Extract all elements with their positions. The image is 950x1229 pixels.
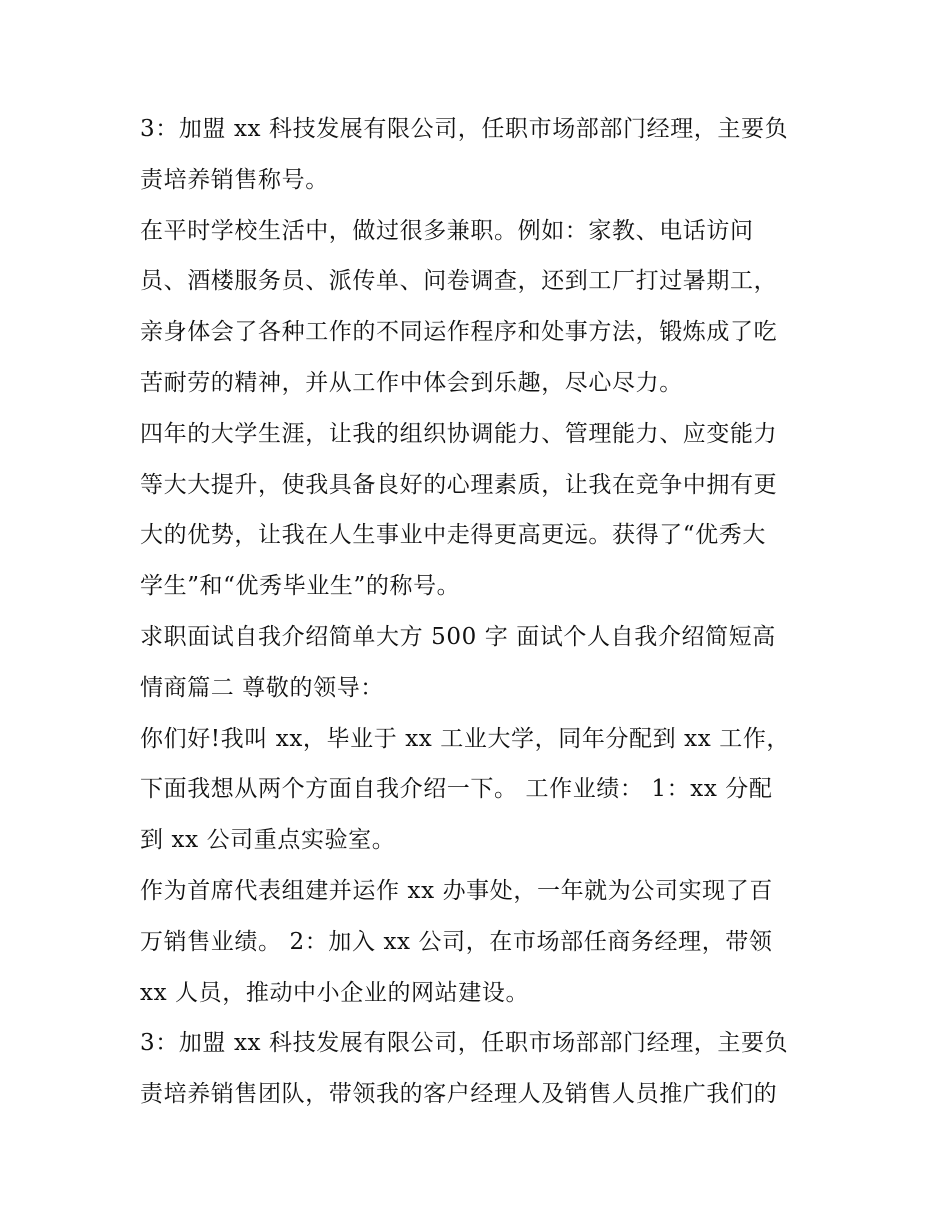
text-line-17: 万销售业绩。 2：加入 xx 公司，在市场部任商务经理，带领 — [140, 928, 773, 955]
text-line-19: 3：加盟 xx 科技发展有限公司，任职市场部部门经理，主要负 — [140, 1030, 789, 1057]
text-line-3: 在平时学校生活中，做过很多兼职。例如：家教、电话访问 — [140, 217, 754, 244]
text-line-4: 员、酒楼服务员、派传单、问卷调查，还到工厂打过暑期工， — [140, 268, 778, 295]
text-line-8: 等大大提升，使我具备良好的心理素质，让我在竞争中拥有更 — [140, 471, 778, 498]
text-line-5: 亲身体会了各种工作的不同运作程序和处事方法，锻炼成了吃 — [140, 319, 778, 346]
text-line-13: 你们好!我叫 xx，毕业于 xx 工业大学，同年分配到 xx 工作， — [140, 725, 791, 752]
text-line-15: 到 xx 公司重点实验室。 — [140, 827, 396, 854]
text-line-20: 责培养销售团队，带领我的客户经理人及销售人员推广我们的 — [140, 1081, 778, 1108]
text-line-9: 大的优势，让我在人生事业中走得更高更远。获得了“优秀大 — [140, 522, 766, 549]
text-line-7: 四年的大学生涯，让我的组织协调能力、管理能力、应变能力 — [140, 420, 778, 447]
text-line-14: 下面我想从两个方面自我介绍一下。 工作业绩： 1：xx 分配 — [140, 776, 773, 803]
text-line-2: 责培养销售称号。 — [140, 166, 329, 193]
document-body — [140, 104, 830, 1120]
text-line-1: 3：加盟 xx 科技发展有限公司，任职市场部部门经理，主要负 — [140, 116, 789, 142]
text-line-18: xx 人员，推动中小企业的网站建设。 — [140, 979, 530, 1006]
text-line-10: 学生”和“优秀毕业生”的称号。 — [140, 573, 461, 600]
text-line-16: 作为首席代表组建并运作 xx 办事处，一年就为公司实现了百 — [140, 877, 773, 904]
text-line-6: 苦耐劳的精神，并从工作中体会到乐趣，尽心尽力。 — [140, 369, 683, 396]
text-line-11: 求职面试自我介绍简单大方 500 字 面试个人自我介绍简短高 — [140, 623, 776, 650]
text-line-12: 情商篇二 尊敬的领导： — [140, 674, 384, 701]
